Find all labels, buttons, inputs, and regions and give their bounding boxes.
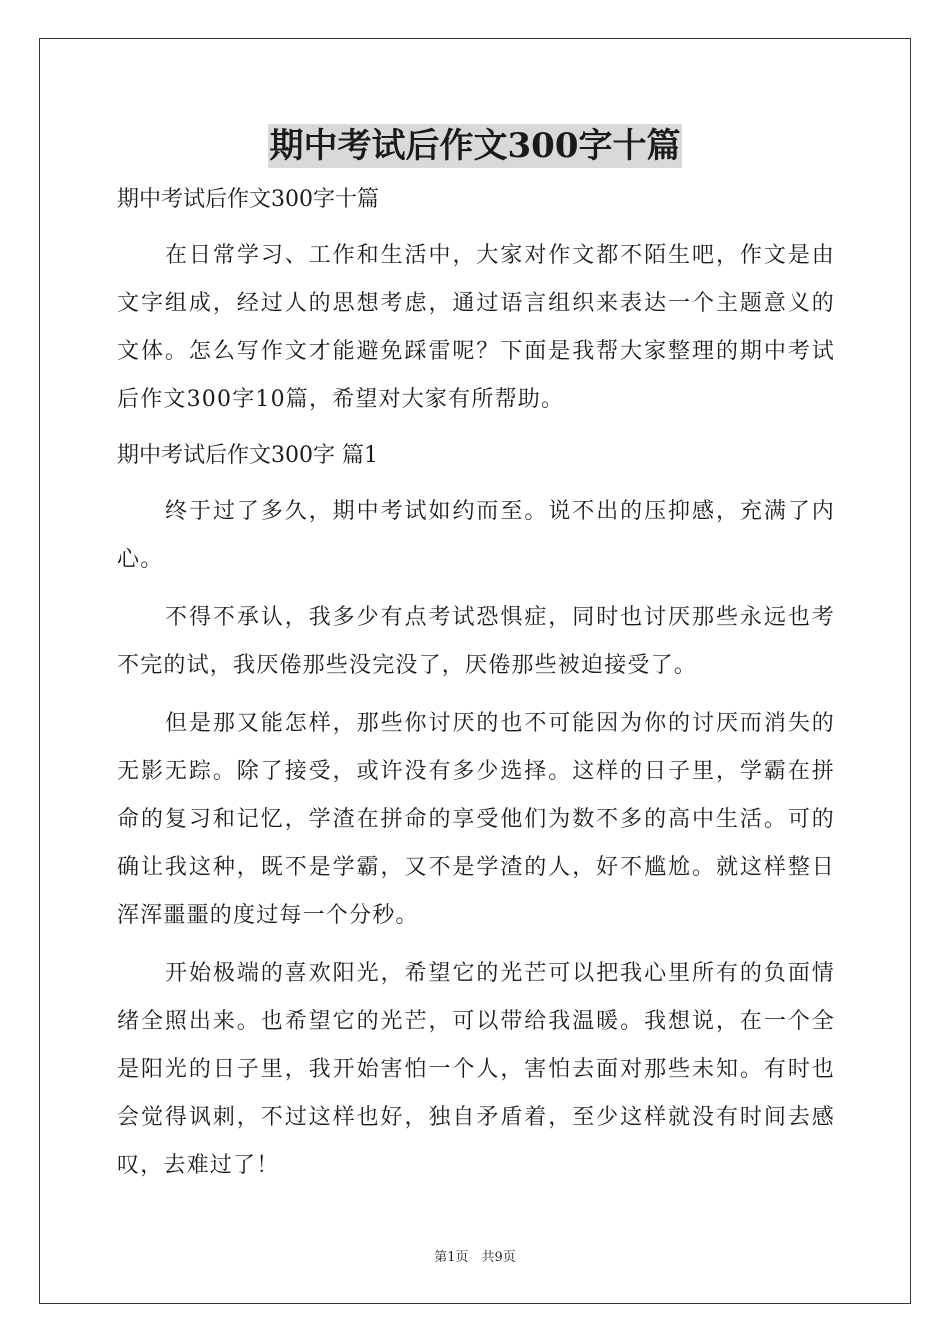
body-paragraph: 终于过了多久，期中考试如约而至。说不出的压抑感，充满了内心。	[117, 499, 835, 572]
body-paragraph: 不得不承认，我多少有点考试恐惧症，同时也讨厌那些永远也考不完的试，我厌倦那些没完没了，厌倦那些被迫接受了。	[117, 605, 835, 678]
page-footer	[0, 1246, 950, 1265]
document-body	[117, 178, 835, 1200]
title-wrap	[0, 124, 950, 168]
body-paragraph: 但是那又能怎样，那些你讨厌的也不可能因为你的讨厌而消失的无影无踪。除了接受，或许没有多少选择。这样的日子里，学霸在拼命的复习和记忆，学渣在拼命的享受他们为数不多的高中生活。可的确让我这种，既不是学霸，又不是学渣的人，好不尴尬。就这样整日浑浑噩噩的度过每一个分秒。	[117, 711, 835, 928]
document-title: 期中考试后作文300字十篇	[269, 126, 681, 166]
section-heading: 期中考试后作文300字 篇1	[117, 443, 378, 468]
document-subtitle: 期中考试后作文300字十篇	[117, 187, 379, 212]
intro-paragraph: 在日常学习、工作和生活中，大家对作文都不陌生吧，作文是由文字组成，经过人的思想考虑，通过语言组织来表达一个主题意义的文体。怎么写作文才能避免踩雷呢？下面是我帮大家整理的期中考试后作文300字10篇，希望对大家有所帮助。	[117, 243, 835, 412]
page-number-label: 第1页 共9页	[434, 1250, 516, 1265]
body-paragraph: 开始极端的喜欢阳光，希望它的光芒可以把我心里所有的负面情绪全照出来。也希望它的光芒，可以带给我温暖。我想说，在一个全是阳光的日子里，我开始害怕一个人，害怕去面对那些未知。有时也会觉得讽刺，不过这样也好，独自矛盾着，至少这样就没有时间去感叹，去难过了！	[117, 961, 835, 1178]
